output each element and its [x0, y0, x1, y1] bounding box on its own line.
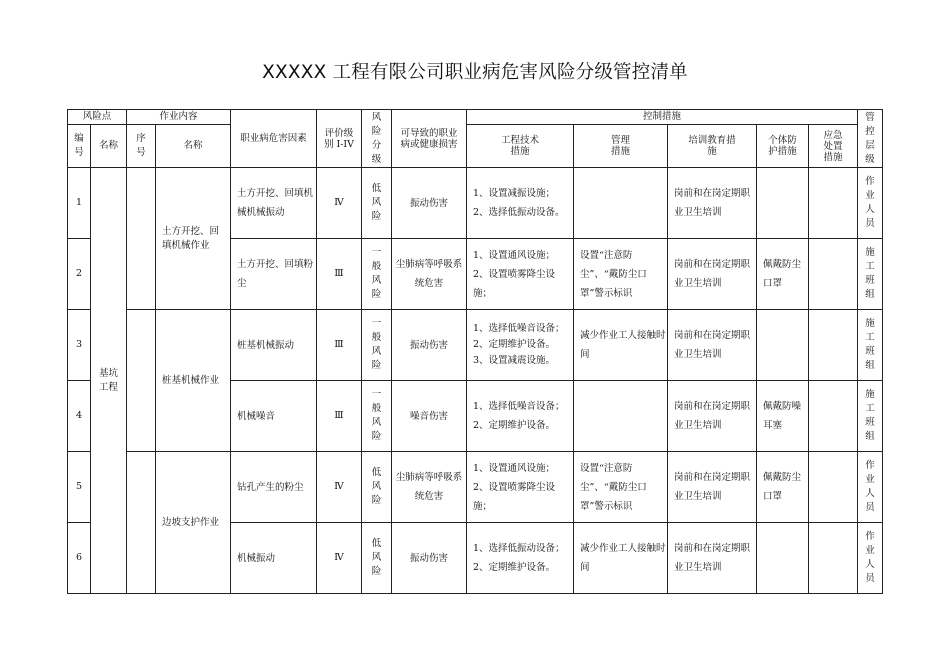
hazard-factor: 土方开挖、回填机械机械振动 [231, 168, 317, 239]
mgmt-measures: 减少作业工人接触时间 [574, 310, 668, 381]
mgmt-measures [574, 168, 668, 239]
mgmt-measures: 设置“注意防尘”、“戴防尘口罩”警示标识 [574, 452, 668, 523]
risk-grade: 一般风险 [362, 239, 392, 310]
control-level: 作业人员 [858, 168, 883, 239]
possible-disease: 振动伤害 [392, 523, 467, 594]
ppe-measures: 佩戴防尘口罩 [757, 239, 809, 310]
mgmt-measures: 设置“注意防尘”、“戴防尘口罩”警示标识 [574, 239, 668, 310]
control-level: 施工班组 [858, 239, 883, 310]
emerg-measures [809, 381, 858, 452]
possible-disease: 尘肺病等呼吸系统危害 [392, 239, 467, 310]
mgmt-measures [574, 381, 668, 452]
train-measures: 岗前和在岗定期职业卫生培训 [668, 452, 757, 523]
row-number: 2 [68, 239, 91, 310]
header-no: 编号 [68, 125, 91, 168]
risk-grade: 低风险 [362, 168, 392, 239]
seq-cell [127, 452, 156, 594]
emerg-measures [809, 168, 858, 239]
possible-disease: 噪音伤害 [392, 381, 467, 452]
train-measures: 岗前和在岗定期职业卫生培训 [668, 310, 757, 381]
work-name: 土方开挖、回填机械作业 [156, 168, 231, 310]
hazard-factor: 机械振动 [231, 523, 317, 594]
risk-grade: 低风险 [362, 452, 392, 523]
eng-measures: 1、设置减振设施； 2、选择低振动设备。 [467, 168, 574, 239]
ppe-measures [757, 168, 809, 239]
risk-grade: 一般风险 [362, 381, 392, 452]
row-number: 1 [68, 168, 91, 239]
header-eval-level: 评价级别 I-IV [317, 110, 362, 168]
header-possible-disease: 可导致的职业病或健康损害 [392, 110, 467, 168]
work-name: 桩基机械作业 [156, 310, 231, 452]
header-work-content: 作业内容 [127, 110, 231, 125]
work-name: 边坡支护作业 [156, 452, 231, 594]
header-risk-point: 风险点 [68, 110, 127, 125]
row-number: 3 [68, 310, 91, 381]
risk-point-name: 基坑工程 [91, 168, 127, 594]
risk-grade: 一般风险 [362, 310, 392, 381]
header-train-measures: 培训教育措施 [668, 125, 757, 168]
document-title: XXXXX 工程有限公司职业病危害风险分级管控清单 [262, 62, 688, 83]
hazard-factor: 机械噪音 [231, 381, 317, 452]
eval-level: Ⅲ [317, 310, 362, 381]
seq-cell [127, 310, 156, 452]
control-level: 作业人员 [858, 523, 883, 594]
header-risk-grade: 风险分级 [362, 110, 392, 168]
hazard-factor: 桩基机械振动 [231, 310, 317, 381]
train-measures: 岗前和在岗定期职业卫生培训 [668, 523, 757, 594]
emerg-measures [809, 523, 858, 594]
eval-level: Ⅳ [317, 452, 362, 523]
emerg-measures [809, 452, 858, 523]
eng-measures: 1、设置通风设施； 2、设置喷雾降尘设施； [467, 239, 574, 310]
train-measures: 岗前和在岗定期职业卫生培训 [668, 381, 757, 452]
ppe-measures: 佩戴防尘口罩 [757, 452, 809, 523]
eng-measures: 1、选择低振动设备； 2、定期维护设备。 [467, 523, 574, 594]
emerg-measures [809, 239, 858, 310]
header-name: 名称 [91, 125, 127, 168]
header-control-level: 管控层级 [858, 110, 883, 168]
eval-level: Ⅳ [317, 168, 362, 239]
eng-measures: 1、选择低噪音设备； 2、定期维护设备。 3、设置减震设施。 [467, 310, 574, 381]
ppe-measures: 佩戴防噪耳塞 [757, 381, 809, 452]
seq-cell [127, 168, 156, 310]
header-emerg-measures: 应急处置措施 [809, 125, 858, 168]
header-seq: 序号 [127, 125, 156, 168]
ppe-measures [757, 310, 809, 381]
row-number: 4 [68, 381, 91, 452]
control-level: 作业人员 [858, 452, 883, 523]
train-measures: 岗前和在岗定期职业卫生培训 [668, 239, 757, 310]
eval-level: Ⅳ [317, 523, 362, 594]
row-number: 6 [68, 523, 91, 594]
header-hazard-factor: 职业病危害因素 [231, 110, 317, 168]
header-work-name: 名称 [156, 125, 231, 168]
possible-disease: 振动伤害 [392, 168, 467, 239]
eval-level: Ⅲ [317, 239, 362, 310]
header-mgmt-measures: 管理措施 [574, 125, 668, 168]
ppe-measures [757, 523, 809, 594]
header-control-measures: 控制措施 [467, 110, 858, 125]
header-eng-measures: 工程技术措施 [467, 125, 574, 168]
eval-level: Ⅲ [317, 381, 362, 452]
hazard-factor: 土方开挖、回填粉尘 [231, 239, 317, 310]
possible-disease: 尘肺病等呼吸系统危害 [392, 452, 467, 523]
risk-grade: 低风险 [362, 523, 392, 594]
train-measures: 岗前和在岗定期职业卫生培训 [668, 168, 757, 239]
eng-measures: 1、选择低噪音设备； 2、定期维护设备。 [467, 381, 574, 452]
control-level: 施工班组 [858, 381, 883, 452]
row-number: 5 [68, 452, 91, 523]
control-level: 施工班组 [858, 310, 883, 381]
eng-measures: 1、设置通风设施； 2、设置喷雾降尘设施； [467, 452, 574, 523]
emerg-measures [809, 310, 858, 381]
possible-disease: 振动伤害 [392, 310, 467, 381]
header-ppe-measures: 个体防护措施 [757, 125, 809, 168]
risk-control-table [67, 109, 883, 594]
hazard-factor: 钻孔产生的粉尘 [231, 452, 317, 523]
mgmt-measures: 减少作业工人接触时间 [574, 523, 668, 594]
